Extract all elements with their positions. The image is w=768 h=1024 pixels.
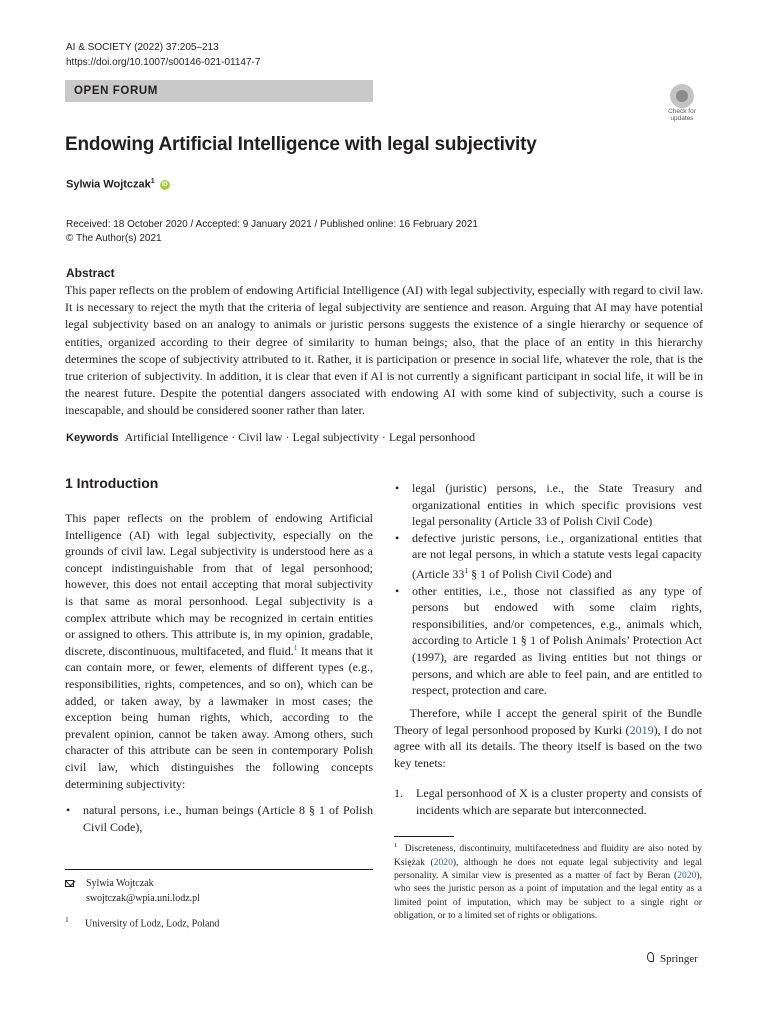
badge-line-2: updates (670, 115, 694, 122)
footnote-mark: 1 (394, 842, 398, 849)
intro-text: This paper reflects on the problem of endowing Artificial Intelligence (AI) with legal subjectivity, especially on the grounds of civil law. Legal subjectivity is understood here as a concept indistinguishable from that of legal personhood; however, this does not entail accepting that moral subjectivity is that same as moral personhood. Legal subjectivity is a complex attribute which may be recognized in certain entities or assigned to others. This attribute is, in my opinion, gradable, discrete, discontinuous, multifaceted, and fluid. (65, 511, 373, 658)
intro-paragraph (65, 510, 373, 792)
publisher-name: Springer (660, 953, 698, 965)
list-item-text: legal (juristic) persons, i.e., the State Treasury and organizational entities in which specific provisions vest legal personality (Article 33 of Polish Civil Code) (412, 481, 702, 529)
bullet-list-left (65, 802, 373, 835)
contact-name: Sylwia Wojtczak (86, 878, 154, 889)
envelope-icon (65, 880, 74, 887)
footnote-text: ), although he does not equate legal subjectivity and legal personality. A similar view is presented as a matter of fact by Beran ( (394, 856, 702, 881)
check-for-updates-icon (670, 84, 694, 108)
citation-link[interactable]: 2020 (433, 856, 453, 868)
journal-header (66, 40, 260, 70)
orcid-icon[interactable]: iD (161, 181, 168, 188)
section-heading: 1 Introduction (65, 475, 159, 491)
keywords-list: Artificial Intelligence · Civil law · Legal subjectivity · Legal personhood (124, 430, 476, 444)
bullet-dot: • (395, 481, 400, 495)
item-number: 1. (394, 786, 403, 800)
footnote-ref[interactable]: 1 (293, 642, 298, 652)
check-for-updates-text (662, 108, 702, 122)
paper-title: Endowing Artificial Intelligence with legal subjectivity (65, 134, 537, 155)
paragraph-text: Therefore, while I accept the general spirit of the Bundle Theory of legal personhood proposed by Kurki ( (394, 706, 702, 737)
paragraph-text-cont: ), I do not agree with all its details. The theory itself is based on the two key tenets: (394, 722, 703, 770)
abstract-text: This paper reflects on the problem of endowing Artificial Intelligence (AI) with legal subjectivity, especially with regard to civil law. It is necessary to reject the myth that the criteria of legal subjectivity are sentience and reason. Arguing that AI may have potential legal subjectivity based on an analogy to animals or juristic persons suggests the existence of a single hierarchy or sequence of entities, organized according to their degree of similarity to human beings; also, that the place of an entity in this hierarchy determines the scope of subjectivity attributed to it. Rather, it is participation or presence in social life, whatever the role, that is the true criterion of subjectivity. In addition, it is clear that even if AI is not currently a significant participant in social life, it will be in the nearest future. Despite the potential dangers associated with endowing AI with some kind of subjectivity, such a course is inescapable, and should be considered sooner rather than later. (65, 283, 703, 418)
check-for-updates-badge[interactable] (662, 84, 702, 124)
contact-email[interactable]: swojtczak@wpia.uni.lodz.pl (86, 893, 200, 904)
list-item-text: natural persons, i.e., human beings (Article 8 § 1 of Polish Civil Code), (83, 803, 373, 834)
list-item-text: other entities, i.e., those not classified as any type of persons but endowed with some claim rights, responsibilities, and/or competences, e.g., animals which, according to Article 1 § 1 of Polish Animals’ Protection Act (1997), are regarded as living entities but not things or persons, and which are able to feel pain, and are entitled to respect, protection and care. (412, 583, 702, 698)
footnote-text: ), who sees the juristic person as a point of imputation and the legal entity as a limited point of imputation, which may be subject to a single right or obligation, or to a limited set of rights or obligations. (394, 870, 702, 922)
abstract-heading: Abstract (66, 266, 115, 280)
numbered-item-text: Legal personhood of X is a cluster property and consists of incidents which are separate but interconnected. (416, 786, 702, 817)
article-superscript: 1 (464, 565, 469, 575)
journal-citation: AI & SOCIETY (2022) 37:205–213 (66, 42, 219, 53)
bullet-dot: • (66, 803, 71, 817)
citation-link[interactable]: 2019 (629, 722, 654, 737)
bullet-list-right (394, 480, 702, 699)
list-item-text: defective juristic persons, i.e., organizational entities that are not legal persons, in which a statute vests legal capacity (Article 33 (412, 530, 702, 581)
author-affil-mark: 1 (150, 178, 155, 185)
author-name[interactable]: Sylwia Wojtczak (66, 178, 151, 191)
contact-block (65, 876, 200, 906)
numbered-list (394, 785, 702, 818)
copyright: © The Author(s) 2021 (66, 233, 162, 244)
history-dates: Received: 18 October 2020 / Accepted: 9 January 2021 / Published online: 16 February 2021 (66, 219, 478, 230)
publication-dates (66, 218, 478, 246)
bullet-dot: • (395, 530, 400, 545)
springer-horse-icon (646, 952, 656, 964)
list-item (394, 583, 702, 699)
badge-line-1: Check for (668, 108, 696, 115)
list-item (394, 530, 702, 583)
footnote-rule-right (394, 836, 454, 837)
footnote-text: Discreteness, discontinuity, multifacetedness and fluidity are also noted by Księżak ( (394, 843, 702, 868)
doi-link[interactable]: https://doi.org/10.1007/s00146-021-01147-7 (66, 57, 261, 68)
affiliation-text: University of Lodz, Lodz, Poland (85, 918, 220, 930)
list-item (65, 802, 373, 835)
footnote (394, 839, 702, 923)
bullet-dot: • (395, 583, 400, 598)
list-item (394, 480, 702, 530)
section-banner-label: OPEN FORUM (74, 85, 158, 97)
numbered-item (394, 785, 702, 818)
bundle-theory-paragraph (394, 705, 702, 771)
footnote-rule-left (65, 869, 373, 870)
citation-link[interactable]: 2020 (677, 870, 697, 881)
intro-text-cont: It means that it can contain more, or fewer, elements of different types (e.g., responsibilities, rights, competences, and so on), which can be added, or taken away, by a lawmaker in most cases; the exception being human rights, which, according to the prevalent opinion, cannot be taken away. Among others, such character of this attribute can be seen in contemporary Polish civil law, which distinguishes the following concepts determining subjectivity: (65, 643, 373, 791)
list-item-text-tail: § 1 of Polish Civil Code) and (468, 566, 612, 581)
affiliation-mark: 1 (65, 915, 69, 924)
author-line (66, 178, 170, 191)
publisher-logo (646, 952, 698, 965)
keywords-label: Keywords (66, 432, 119, 444)
keywords (66, 430, 475, 445)
affiliation (65, 915, 219, 929)
